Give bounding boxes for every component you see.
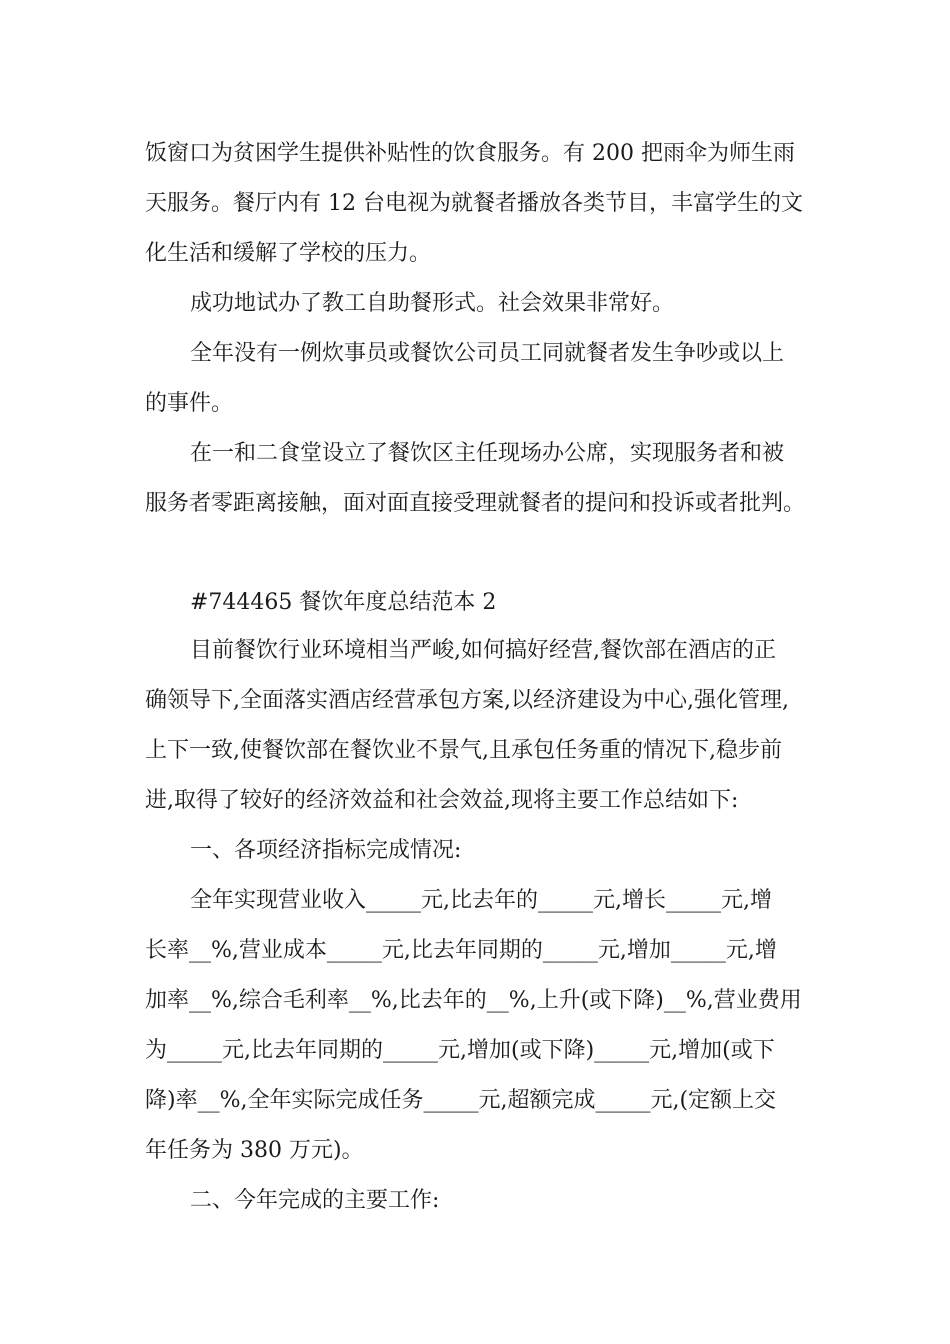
text-line: 长率__%,营业成本_____元,比去年同期的_____元,增加_____元,增 xyxy=(145,938,777,963)
text-line: 目前餐饮行业环境相当严峻,如何搞好经营,餐饮部在酒店的正 xyxy=(190,638,776,663)
text-line: 二、今年完成的主要工作: xyxy=(190,1188,440,1213)
text-line: 进,取得了较好的经济效益和社会效益,现将主要工作总结如下: xyxy=(145,788,739,813)
text-line: 化生活和缓解了学校的压力。 xyxy=(145,241,432,266)
text-line: 服务者零距离接触，面对面直接受理就餐者的提问和投诉或者批判。 xyxy=(145,491,806,516)
text-line: 加率__%,综合毛利率__%,比去年的__%,上升(或下降)__%,营业费用 xyxy=(145,988,802,1013)
text-line: 全年没有一例炊事员或餐饮公司员工同就餐者发生争吵或以上 xyxy=(190,341,785,366)
text-line: 饭窗口为贫困学生提供补贴性的饮食服务。有 200 把雨伞为师生雨 xyxy=(145,141,795,166)
text-line: 在一和二食堂设立了餐饮区主任现场办公席，实现服务者和被 xyxy=(190,441,785,466)
text-line: 降)率__%,全年实际完成任务_____元,超额完成_____元,(定额上交 xyxy=(145,1088,777,1113)
text-line: 成功地试办了教工自助餐形式。社会效果非常好。 xyxy=(190,291,675,316)
text-line: 上下一致,使餐饮部在餐饮业不景气,且承包任务重的情况下,稳步前 xyxy=(145,738,782,763)
text-line: 年任务为 380 万元)。 xyxy=(145,1138,364,1163)
text-line: 天服务。餐厅内有 12 台电视为就餐者播放各类节目，丰富学生的文 xyxy=(145,191,803,216)
text-line: 全年实现营业收入_____元,比去年的_____元,增长_____元,增 xyxy=(190,888,772,913)
text-line: 的事件。 xyxy=(145,391,234,416)
text-line: 为_____元,比去年同期的_____元,增加(或下降)_____元,增加(或下 xyxy=(145,1038,775,1063)
section-heading: #744465 餐饮年度总结范本 2 xyxy=(190,590,497,615)
text-line: 确领导下,全面落实酒店经营承包方案,以经济建设为中心,强化管理, xyxy=(145,688,789,713)
text-line: 一、各项经济指标完成情况: xyxy=(190,838,462,863)
